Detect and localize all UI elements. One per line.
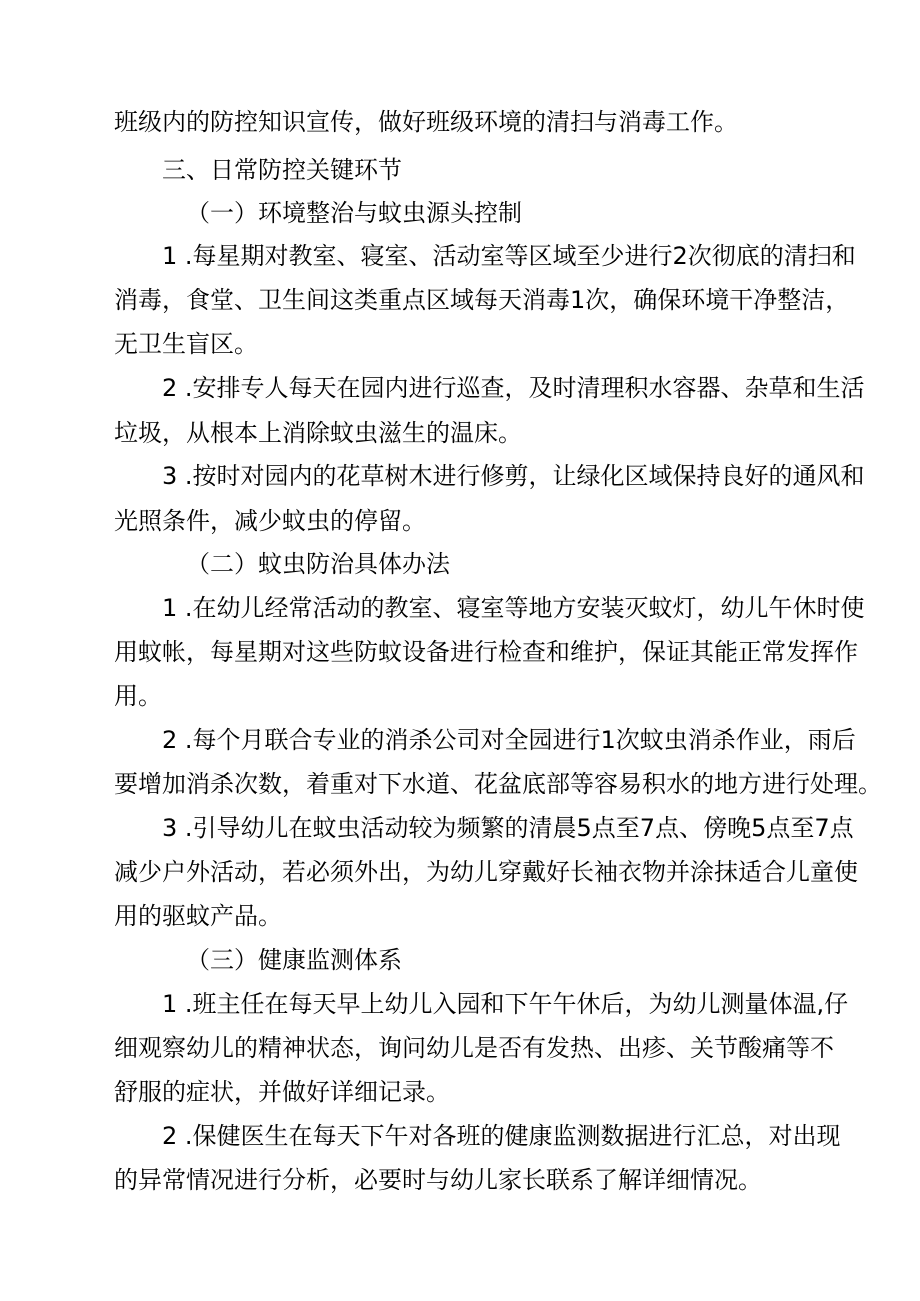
- subsection-heading: （三）健康监测体系: [186, 946, 402, 974]
- paragraph-line: 光照条件，减少蚊虫的停留。: [114, 507, 426, 535]
- list-item-line: 2 .每个月联合专业的消杀公司对全园进行1次蚊虫消杀作业，雨后: [162, 726, 856, 754]
- paragraph-line: 要增加消杀次数，着重对下水道、花盆底部等容易积水的地方进行处理。: [114, 770, 882, 798]
- paragraph-line: 班级内的防控知识宣传，做好班级环境的清扫与消毒工作。: [114, 108, 738, 136]
- list-item-line: 3 .按时对园内的花草树木进行修剪，让绿化区域保持良好的通风和: [162, 462, 865, 490]
- section-heading: 三、日常防控关键环节: [162, 156, 402, 184]
- list-item-line: 3 .引导幼儿在蚊虫活动较为频繁的清晨5点至7点、傍晚5点至7点: [162, 814, 854, 842]
- list-item-line: 1 .每星期对教室、寝室、活动室等区域至少进行2次彻底的清扫和: [162, 242, 856, 270]
- paragraph-line: 减少户外活动，若必须外出，为幼儿穿戴好长袖衣物并涂抹适合儿童使: [114, 858, 858, 886]
- subsection-heading: （一）环境整治与蚊虫源头控制: [186, 199, 522, 227]
- paragraph-line: 用蚊帐，每星期对这些防蚊设备进行检查和维护，保证其能正常发挥作: [114, 638, 858, 666]
- list-item-line: 2 .保健医生在每天下午对各班的健康监测数据进行汇总，对出现: [162, 1122, 841, 1150]
- list-item-line: 1 .在幼儿经常活动的教室、寝室等地方安装灭蚊灯，幼儿午休时使: [162, 594, 865, 622]
- paragraph-line: 的异常情况进行分析，必要时与幼儿家长联系了解详细情况。: [114, 1166, 762, 1194]
- paragraph-line: 垃圾，从根本上消除蚊虫滋生的温床。: [114, 419, 522, 447]
- list-item-line: 1 .班主任在每天早上幼儿入园和下午午休后，为幼儿测量体温,仔: [162, 990, 849, 1018]
- subsection-heading: （二）蚊虫防治具体办法: [186, 550, 450, 578]
- paragraph-line: 消毒，食堂、卫生间这类重点区域每天消毒1次，确保环境干净整洁，: [114, 286, 850, 314]
- paragraph-line: 细观察幼儿的精神状态，询问幼儿是否有发热、出疹、关节酸痛等不: [114, 1034, 834, 1062]
- list-item-line: 2 .安排专人每天在园内进行巡查，及时清理积水容器、杂草和生活: [162, 374, 865, 402]
- paragraph-line: 无卫生盲区。: [114, 330, 258, 358]
- paragraph-line: 舒服的症状，并做好详细记录。: [114, 1078, 450, 1106]
- paragraph-line: 用。: [114, 682, 162, 710]
- paragraph-line: 用的驱蚊产品。: [114, 902, 282, 930]
